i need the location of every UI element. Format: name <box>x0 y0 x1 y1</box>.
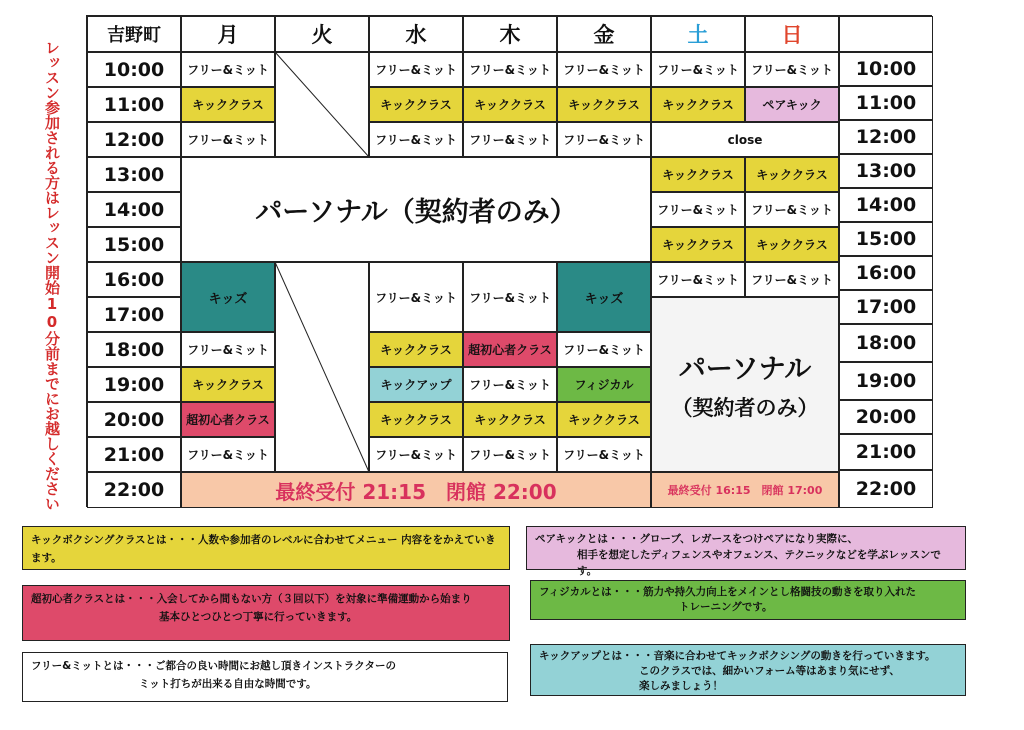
desc-kickup-line2: このクラスでは、細かいフォーム等はあまり気にせず、 <box>639 665 900 677</box>
class-physical: フィジカル <box>557 367 651 402</box>
time-right: 11:00 <box>839 86 933 120</box>
closed-diagonal <box>275 52 369 157</box>
time-right: 13:00 <box>839 154 933 188</box>
time-right: 22:00 <box>839 470 933 508</box>
time-right: 12:00 <box>839 120 933 154</box>
time-left: 13:00 <box>87 157 181 192</box>
desc-kickup-line1: キックアップとは・・・音楽に合わせてキックボクシングの動きを行っていきます。 <box>539 650 936 662</box>
desc-free <box>22 652 508 702</box>
time-left: 16:00 <box>87 262 181 297</box>
location-header: 吉野町 <box>87 16 181 52</box>
class-free: フリー&ミット <box>181 332 275 367</box>
class-free: フリー&ミット <box>651 192 745 227</box>
class-kick: キッククラス <box>181 87 275 122</box>
class-free: フリー&ミット <box>463 437 557 472</box>
time-left: 14:00 <box>87 192 181 227</box>
class-free: フリー&ミット <box>463 122 557 157</box>
class-free: フリー&ミット <box>557 52 651 87</box>
class-kick: キッククラス <box>463 402 557 437</box>
time-left: 11:00 <box>87 87 181 122</box>
time-left: 10:00 <box>87 52 181 87</box>
class-kick: キッククラス <box>557 87 651 122</box>
class-beginner: 超初心者クラス <box>181 402 275 437</box>
desc-kick-text: キックボクシングクラスとは・・・人数や参加者のレベルに合わせてメニュー 内容ををかえていきます。 <box>31 534 496 564</box>
time-right: 19:00 <box>839 362 933 400</box>
desc-beginner-line1: 超初心者クラスとは・・・入会してから間もない方（３回以下）を対象に準備運動から始まり <box>31 593 472 605</box>
arrival-note: レッスン参加される方はレッスン開始10分前までにお越しください <box>43 40 61 511</box>
weekend-close: close <box>651 122 839 157</box>
desc-physical <box>530 580 966 620</box>
day-tue: 火 <box>275 16 369 52</box>
time-left: 18:00 <box>87 332 181 367</box>
class-beginner: 超初心者クラス <box>463 332 557 367</box>
class-free: フリー&ミット <box>557 122 651 157</box>
closing-weekday: 最終受付 21:15 閉館 22:00 <box>181 472 651 508</box>
class-kick: キッククラス <box>651 87 745 122</box>
class-pair: ペアキック <box>745 87 839 122</box>
desc-kickup <box>530 644 966 696</box>
desc-beginner-line2: 基本ひとつひとつ丁寧に行っていきます。 <box>159 611 358 623</box>
class-kick: キッククラス <box>745 157 839 192</box>
desc-pair-line2: 相手を想定したディフェンスやオフェンス、テクニックなどを学ぶレッスンです。 <box>577 549 941 577</box>
personal-weekend-sub: （契約者のみ） <box>671 396 819 420</box>
class-free: フリー&ミット <box>557 332 651 367</box>
desc-physical-line2: トレーニングです。 <box>679 601 773 613</box>
desc-physical-line1: フィジカルとは・・・筋力や持久力向上をメインとし格闘技の動きを取り入れた <box>539 586 916 598</box>
desc-pair-line1: ペアキックとは・・・グローブ、レガースをつけペアになり実際に、 <box>535 533 858 545</box>
time-right: 16:00 <box>839 256 933 290</box>
class-kick: キッククラス <box>651 157 745 192</box>
day-fri: 金 <box>557 16 651 52</box>
class-kick: キッククラス <box>745 227 839 262</box>
day-sun: 日 <box>745 16 839 52</box>
class-free: フリー&ミット <box>369 437 463 472</box>
class-kick: キッククラス <box>557 402 651 437</box>
personal-weekday: パーソナル（契約者のみ） <box>181 157 651 262</box>
day-wed: 水 <box>369 16 463 52</box>
class-kick: キッククラス <box>369 332 463 367</box>
time-right: 14:00 <box>839 188 933 222</box>
time-right: 17:00 <box>839 290 933 324</box>
day-mon: 月 <box>181 16 275 52</box>
time-right: 20:00 <box>839 400 933 434</box>
timetable <box>86 15 932 507</box>
class-free: フリー&ミット <box>463 262 557 332</box>
closed-diagonal <box>275 262 369 472</box>
class-kick: キッククラス <box>463 87 557 122</box>
class-free: フリー&ミット <box>745 262 839 297</box>
class-free: フリー&ミット <box>369 262 463 332</box>
time-right: 10:00 <box>839 52 933 86</box>
class-kickup: キックアップ <box>369 367 463 402</box>
time-right: 18:00 <box>839 324 933 362</box>
time-left: 17:00 <box>87 297 181 332</box>
time-left: 20:00 <box>87 402 181 437</box>
class-free: フリー&ミット <box>369 122 463 157</box>
time-right: 21:00 <box>839 434 933 470</box>
time-right: 15:00 <box>839 222 933 256</box>
class-free: フリー&ミット <box>651 52 745 87</box>
class-free: フリー&ミット <box>745 52 839 87</box>
closing-weekend: 最終受付 16:15 閉館 17:00 <box>651 472 839 508</box>
class-free: フリー&ミット <box>651 262 745 297</box>
time-left: 22:00 <box>87 472 181 508</box>
time-left: 12:00 <box>87 122 181 157</box>
day-sat: 土 <box>651 16 745 52</box>
desc-pair <box>526 526 966 577</box>
class-kick: キッククラス <box>651 227 745 262</box>
desc-free-line1: フリー&ミットとは・・・ご都合の良い時間にお越し頂きインストラクターの <box>31 660 397 672</box>
class-free: フリー&ミット <box>181 437 275 472</box>
class-kick: キッククラス <box>181 367 275 402</box>
time-left: 19:00 <box>87 367 181 402</box>
class-free: フリー&ミット <box>369 52 463 87</box>
class-kick: キッククラス <box>369 87 463 122</box>
desc-beginner <box>22 585 510 641</box>
class-kick: キッククラス <box>369 402 463 437</box>
class-free: フリー&ミット <box>181 122 275 157</box>
class-free: フリー&ミット <box>181 52 275 87</box>
personal-weekend-title: パーソナル <box>678 354 812 385</box>
class-kids: キッズ <box>557 262 651 332</box>
time-left: 15:00 <box>87 227 181 262</box>
personal-weekend <box>651 297 839 472</box>
class-kids: キッズ <box>181 262 275 332</box>
class-free: フリー&ミット <box>745 192 839 227</box>
desc-free-line2: ミット打ちが出来る自由な時間です。 <box>139 678 317 690</box>
class-free: フリー&ミット <box>463 367 557 402</box>
desc-kick <box>22 526 510 570</box>
header-blank <box>839 16 933 52</box>
day-thu: 木 <box>463 16 557 52</box>
class-free: フリー&ミット <box>463 52 557 87</box>
desc-kickup-line3: 楽しみましょう！ <box>639 680 723 692</box>
class-free: フリー&ミット <box>557 437 651 472</box>
time-left: 21:00 <box>87 437 181 472</box>
